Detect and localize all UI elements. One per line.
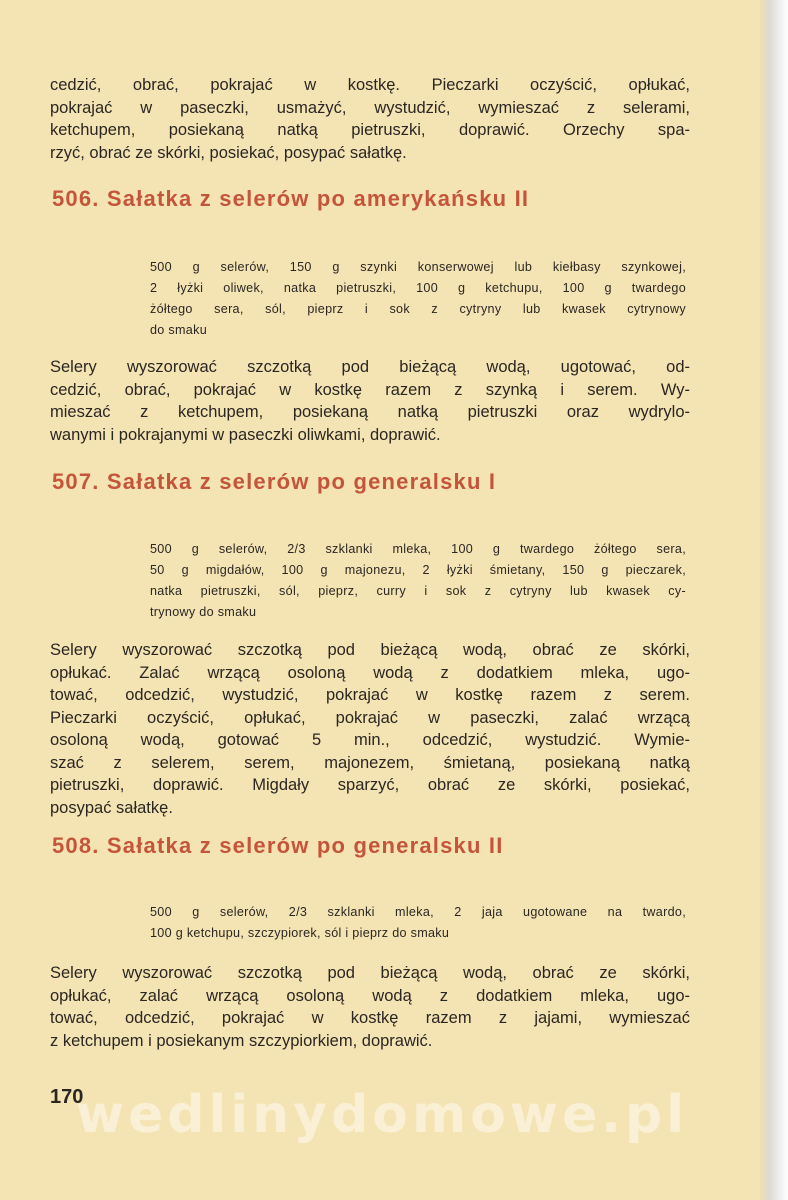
text-line: Selery wyszorować szczotką pod bieżącą wodą, obrać ze skórki, (50, 641, 690, 659)
text-line: ketchupem, posiekaną natką pietruszki, doprawić. Orzechy spa- (50, 121, 690, 139)
text-line: tować, odcedzić, wystudzić, pokrajać w kostkę razem z serem. (50, 686, 690, 704)
text-line: mieszać z ketchupem, posiekaną natką pietruszki oraz wydrylo- (50, 403, 690, 421)
ingredient-line: 500 g selerów, 2/3 szklanki mleka, 100 g twardego żółtego sera, (150, 542, 686, 556)
text-line: posypać sałatkę. (50, 798, 173, 817)
text-line: pietruszki, doprawić. Migdały sparzyć, obrać ze skórki, posiekać, (50, 776, 690, 794)
ingredient-line: 500 g selerów, 2/3 szklanki mleka, 2 jaja ugotowane na twardo, (150, 905, 686, 919)
ingredient-line: 2 łyżki oliwek, natka pietruszki, 100 g ketchupu, 100 g twardego (150, 281, 686, 295)
page-edge (760, 0, 788, 1200)
text-line: Selery wyszorować szczotką pod bieżącą wodą, obrać ze skórki, (50, 964, 690, 982)
recipe-508-title: 508. Sałatka z selerów po generalsku II (52, 833, 504, 858)
text-line: pokrajać w paseczki, usmażyć, wystudzić, wymieszać z selerami, (50, 98, 690, 117)
ingredient-line: żółtego sera, sól, pieprz i sok z cytryny lub kwasek cytrynowy (150, 302, 686, 316)
text-line: wanymi i pokrajanymi w paseczki oliwkami, doprawić. (50, 425, 441, 444)
text-line: z ketchupem i posiekanym szczypiorkiem, doprawić. (50, 1031, 433, 1050)
recipe-508-method (50, 962, 690, 1052)
ingredient-line: 500 g selerów, 150 g szynki konserwowej lub kiełbasy szynkowej, (150, 260, 686, 274)
text-line: cedzić, obrać, pokrajać w kostkę. Pieczarki oczyścić, opłukać, (50, 76, 690, 94)
text-line: Pieczarki oczyścić, opłukać, pokrajać w paseczki, zalać wrzącą (50, 708, 690, 727)
text-line: osoloną wodą, gotować 5 min., odcedzić, wystudzić. Wymie- (50, 731, 690, 749)
recipe-506-title: 506. Sałatka z selerów po amerykańsku II (52, 186, 530, 211)
ingredient-line: 100 g ketchupu, szczypiorek, sól i pieprz do smaku (150, 926, 450, 940)
text-line: opłukać, zalać wrzącą osoloną wodą z dodatkiem mleka, ugo- (50, 986, 690, 1005)
watermark: wedlinydomowe.pl (75, 1085, 689, 1145)
text-line: rzyć, obrać ze skórki, posiekać, posypać sałatkę. (50, 143, 407, 162)
recipe-507-ingredients (150, 539, 686, 623)
recipe-506-ingredients (150, 257, 686, 341)
recipe-506-method (50, 356, 690, 446)
text-line: szać z selerem, serem, majonezem, śmietaną, posiekaną natką (50, 753, 690, 772)
text-line: opłukać. Zalać wrzącą osoloną wodą z dodatkiem mleka, ugo- (50, 663, 690, 682)
ingredient-line: 50 g migdałów, 100 g majonezu, 2 łyżki śmietany, 150 g pieczarek, (150, 563, 686, 577)
page-number: 170 (50, 1086, 84, 1108)
text-line: tować, odcedzić, pokrajać w kostkę razem z jajami, wymieszać (50, 1009, 690, 1027)
text-line: cedzić, obrać, pokrajać w kostkę razem z szynką i serem. Wy- (50, 380, 690, 399)
recipe-508-ingredients (150, 902, 686, 944)
ingredient-line: do smaku (150, 323, 207, 337)
ingredient-line: trynowy do smaku (150, 605, 257, 619)
recipe-507-title: 507. Sałatka z selerów po generalsku I (52, 469, 497, 494)
text-line: Selery wyszorować szczotką pod bieżącą wodą, ugotować, od- (50, 358, 690, 376)
recipe-507-method (50, 639, 690, 819)
ingredient-line: natka pietruszki, sól, pieprz, curry i sok z cytryny lub kwasek cy- (150, 584, 686, 598)
intro-paragraph (50, 74, 690, 164)
